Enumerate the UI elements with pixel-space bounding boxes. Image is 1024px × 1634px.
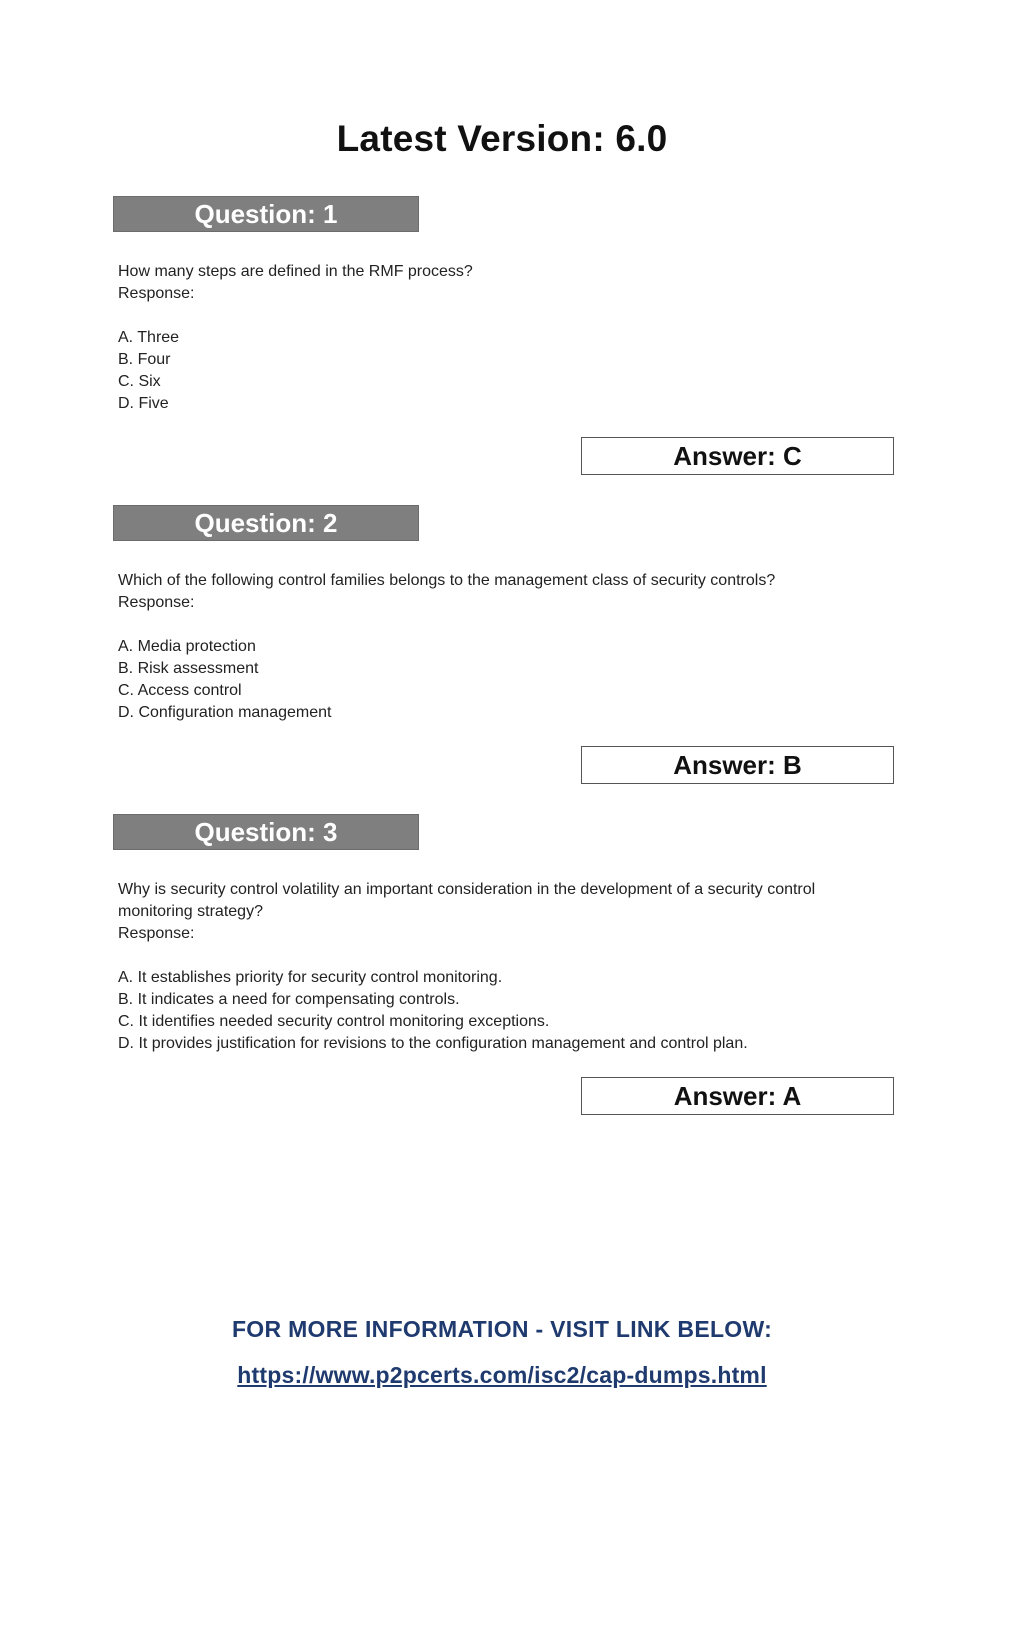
question-1-option-c: C. Six [118, 373, 161, 390]
question-3-prompt-line-2: monitoring strategy? [118, 903, 263, 920]
question-2-option-b: B. Risk assessment [118, 660, 259, 677]
question-2-header: Question: 2 [113, 505, 419, 541]
question-1-option-d: D. Five [118, 395, 169, 412]
question-3-option-b: B. It indicates a need for compensating controls. [118, 991, 460, 1008]
question-3-response-label: Response: [118, 925, 195, 942]
question-2-option-d: D. Configuration management [118, 704, 332, 721]
footer-info-text: FOR MORE INFORMATION - VISIT LINK BELOW: [231, 1316, 773, 1342]
question-2-body [118, 570, 878, 724]
question-1-option-a: A. Three [118, 329, 180, 346]
question-3-body [118, 879, 878, 1055]
question-2-option-a: A. Media protection [118, 638, 256, 655]
question-2-prompt: Which of the following control families belongs to the management class of security controls? [118, 572, 776, 589]
question-2-answer: Answer: B [581, 746, 894, 784]
footer-link[interactable]: https://www.p2pcerts.com/isc2/cap-dumps.html [237, 1362, 767, 1388]
question-3-option-a: A. It establishes priority for security control monitoring. [118, 969, 503, 986]
question-1-answer: Answer: C [581, 437, 894, 475]
question-3-option-c: C. It identifies needed security control monitoring exceptions. [118, 1013, 550, 1030]
question-1-body [118, 261, 878, 415]
question-3-header: Question: 3 [113, 814, 419, 850]
question-1-option-b: B. Four [118, 351, 171, 368]
question-1-response-label: Response: [118, 285, 195, 302]
question-2-response-label: Response: [118, 594, 195, 611]
question-1-prompt: How many steps are defined in the RMF process? [118, 263, 473, 280]
question-3-prompt-line-1: Why is security control volatility an important consideration in the development of a security control [118, 881, 816, 898]
question-3-option-d: D. It provides justification for revisions to the configuration management and control plan. [118, 1035, 748, 1052]
question-2-option-c: C. Access control [118, 682, 242, 699]
page-title: Latest Version: 6.0 [336, 118, 668, 159]
question-3-answer: Answer: A [581, 1077, 894, 1115]
question-1-header: Question: 1 [113, 196, 419, 232]
